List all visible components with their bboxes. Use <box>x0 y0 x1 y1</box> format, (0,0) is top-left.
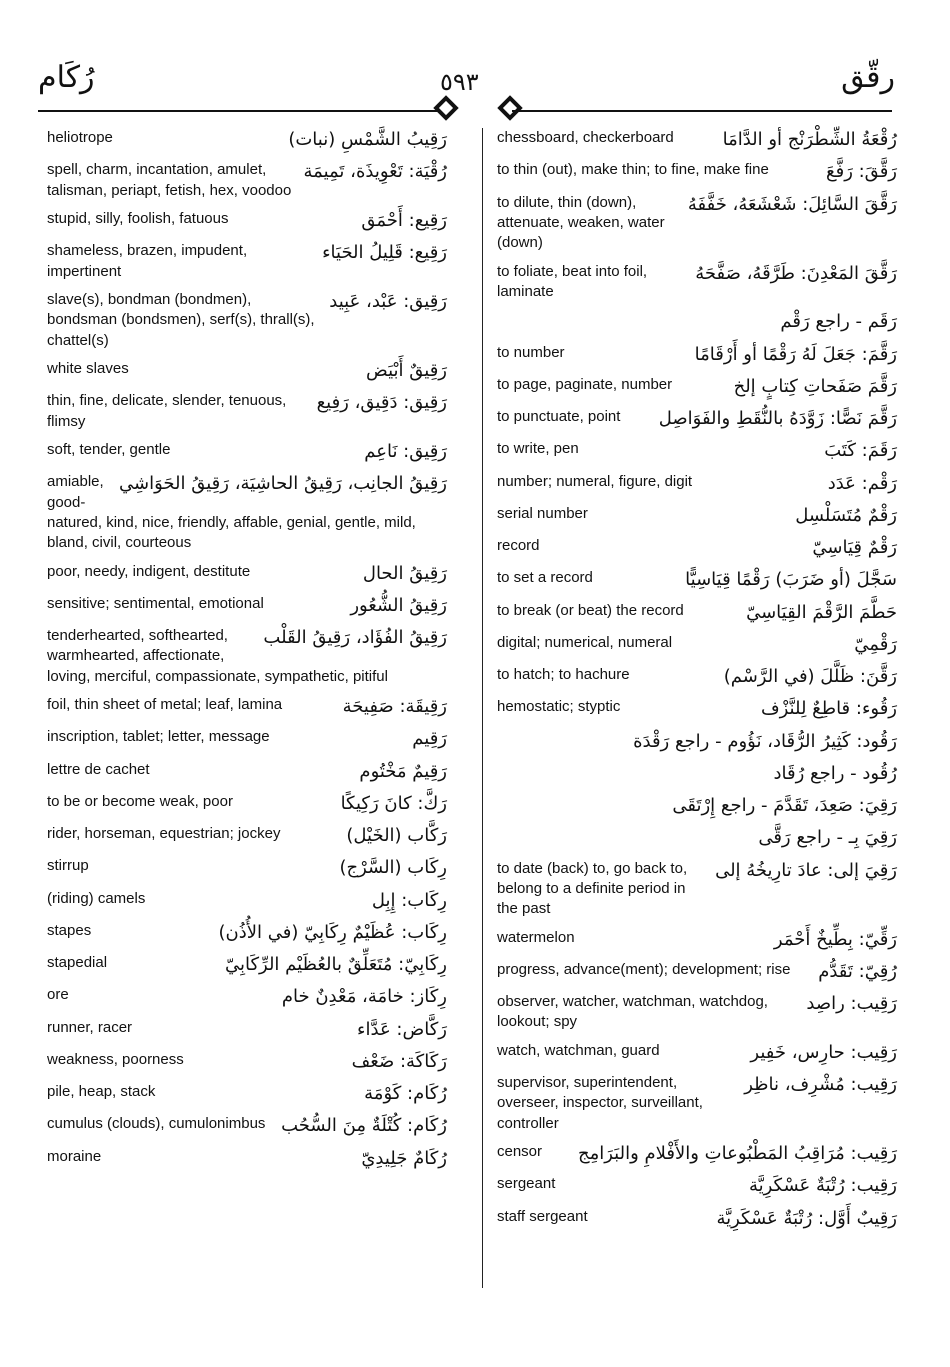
dictionary-entry <box>497 1073 897 1134</box>
arabic-term: رَقِيبٌ أَوَّل: رُتْبَةٌ عَسْكَرِيَّة <box>716 1207 897 1229</box>
dictionary-entry <box>47 209 447 233</box>
arabic-term: حَطَّمَ الرَّقْمَ القِيَاسِيّ <box>746 601 897 623</box>
english-definition: chessboard, checkerboard <box>497 129 674 146</box>
english-definition: to be or become weak, poor <box>47 792 233 810</box>
guide-word-last: رُكَام <box>38 60 95 95</box>
dictionary-entry <box>47 1114 447 1138</box>
dictionary-entry <box>497 992 897 1033</box>
arabic-term: رُقِيّ: تَقَدُّم <box>818 960 897 982</box>
arabic-term: رَقْم: عَدَد <box>827 472 897 494</box>
arabic-term: رَقِيب: مُشْرِف، ناظِر <box>744 1074 897 1095</box>
english-definition: record <box>497 537 540 554</box>
arabic-term: رَقِيع: قَلِيلُ الحَيَاء <box>322 242 447 264</box>
arabic-term: رَقِيع: أَحْمَق <box>361 210 447 231</box>
arabic-term: رِكَاب: إِبِل <box>371 889 447 911</box>
english-definition: white slaves <box>47 360 129 377</box>
dictionary-entry <box>497 343 897 367</box>
english-definition: observer, watcher, watchman, watchdog, lookout; spy <box>497 993 768 1031</box>
dictionary-entry <box>497 697 897 721</box>
dictionary-entry <box>497 794 897 818</box>
arabic-term: رَقِيب: راصِد <box>806 993 897 1014</box>
dictionary-entry <box>497 665 897 689</box>
dictionary-entry <box>497 160 897 184</box>
arabic-term: رَقْمٌ مُتَسَلْسِل <box>795 504 897 526</box>
page-number: ٥٩٣ <box>440 68 479 96</box>
arabic-term: رُقْيَة: تَعْوِيذَة، تَمِيمَة <box>303 161 447 183</box>
dictionary-entry <box>47 359 447 383</box>
arabic-term: رِكَاز: خامَة، مَعْدِنٌ خام <box>281 986 447 1008</box>
english-definition: runner, racer <box>47 1018 133 1036</box>
english-definition: stirrup <box>47 857 89 875</box>
arabic-term: رَقِيب: مُرَاقِبُ المَطْبُوعاتِ والأَفْلامِ والبَرَامِج <box>577 1143 897 1164</box>
dictionary-entry <box>47 128 447 152</box>
english-definition: foil, thin sheet of metal; leaf, lamina <box>47 696 283 713</box>
dictionary-entry <box>497 633 897 657</box>
arabic-term: رَقِّيّ: بِطِّيخٌ أَحْمَر <box>773 928 897 950</box>
english-definition: stupid, silly, foolish, fatuous <box>47 210 229 227</box>
dictionary-entry <box>497 472 897 496</box>
dictionary-entry <box>497 375 897 399</box>
arabic-term: رَقَّمَ صَفَحاتِ كِتابٍ إلخ <box>733 375 897 397</box>
english-definition: censor <box>497 1143 543 1160</box>
dictionary-entry <box>47 824 447 848</box>
dictionary-entry <box>497 568 897 592</box>
dictionary-entry <box>497 859 897 920</box>
dictionary-entry <box>497 960 897 984</box>
dictionary-entry <box>47 953 447 977</box>
arabic-term: رِكَاب (السَّرْج) <box>339 857 447 879</box>
arabic-term: رَقِيقُ الجانِب، رَقِيقُ الحاشِيَة، رَقِيقُ الحَوَاشِي <box>119 473 447 495</box>
english-definition: weakness, poorness <box>47 1050 184 1068</box>
header-rule-right <box>512 110 892 112</box>
arabic-term: رِكَاب: عُظَيْمٌ رِكَابِيّ (في الأُذُن) <box>218 921 447 943</box>
english-definition: to write, pen <box>497 440 579 458</box>
arabic-term: رَقِيم <box>412 728 447 750</box>
dictionary-entry <box>47 695 447 719</box>
english-definition: heliotrope <box>47 129 113 146</box>
arabic-term: رَقَمَ: كَتَبَ <box>824 440 897 462</box>
english-definition: moraine <box>47 1147 102 1165</box>
english-definition: to set a record <box>497 569 593 587</box>
arabic-term: رُقْعَةُ الشِّطْرَنْج أو الدَّامَا <box>722 129 897 150</box>
arabic-term: رَقِيقَة: صَفِيحَة <box>342 696 447 717</box>
header-rule-left <box>38 110 443 112</box>
english-definition: (riding) camels <box>47 889 146 907</box>
english-definition: pile, heap, stack <box>47 1083 156 1100</box>
dictionary-entry <box>47 1147 447 1171</box>
dictionary-entry <box>497 826 897 850</box>
arabic-term: رَقِيق: دَقِيق، رَفِيع <box>316 392 447 414</box>
english-definition: progress, advance(ment); development; rise <box>497 960 791 978</box>
arabic-term: رَقِيقُ الفُؤَاد، رَقِيقُ القَلْب <box>263 627 447 648</box>
arabic-term: رَقِيب: حارِس، خَفِير <box>750 1041 897 1063</box>
arabic-term: رَقِيقُ الشُّعُور <box>350 594 447 616</box>
arabic-term: رَقِيَ: صَعِدَ، تَقَدَّمَ - راجع إِرْتَقَى <box>672 795 897 816</box>
arabic-term: رَقَّمَ: جَعَلَ لَهُ رَقْمًا أو أَرْقَامًا <box>694 343 897 365</box>
english-definition: poor, needy, indigent, destitute <box>47 562 251 580</box>
dictionary-entry <box>497 310 897 334</box>
english-definition: spell, charm, incantation, amulet, talisman, periapt, fetish, hex, voodoo <box>47 161 292 199</box>
arabic-term: رَكَّاب (الخَيْل) <box>346 825 447 846</box>
english-definition: amiable, good-natured, kind, nice, friendly, affable, genial, gentle, mild, bland, civil, courteous <box>47 473 416 551</box>
guide-word-first: رقّق <box>841 60 895 95</box>
english-definition: slave(s), bondman (bondmen), bondsman (bondsmen), serf(s), thrall(s), chattel(s) <box>47 291 315 349</box>
arabic-term: رَقَّقَ المَعْدِنَ: طَرَّقَهُ، صَفَّحَهُ <box>695 262 897 284</box>
dictionary-entry <box>47 594 447 618</box>
dictionary-entry <box>47 290 447 351</box>
arabic-term: رَقِيبُ الشَّمْسِ (نبات) <box>288 129 447 150</box>
english-definition: number; numeral, figure, digit <box>497 472 693 490</box>
dictionary-entry <box>47 626 447 687</box>
dictionary-entry <box>47 562 447 586</box>
dictionary-entry <box>497 536 897 560</box>
dictionary-entry <box>47 1018 447 1042</box>
english-definition: soft, tender, gentle <box>47 441 171 458</box>
right-column <box>497 128 897 1239</box>
english-definition: to hatch; to hachure <box>497 666 630 683</box>
arabic-term: رَقِيق: نَاعِم <box>364 441 447 462</box>
dictionary-entry <box>47 856 447 880</box>
english-definition: to page, paginate, number <box>497 375 673 393</box>
arabic-term: رُكَامٌ جَلِيدِيّ <box>361 1147 447 1169</box>
dictionary-entry <box>47 1050 447 1074</box>
page-header <box>0 0 950 125</box>
arabic-term: رَقَّقَ: رَفَّعَ <box>826 161 897 183</box>
arabic-term: رُكَام: كَوْمَة <box>364 1083 447 1104</box>
arabic-term: رَقِيَ إلى: عادَ تارِيخُهُ إلى <box>715 859 897 881</box>
dictionary-entry <box>497 762 897 786</box>
dictionary-entry <box>497 1142 897 1166</box>
arabic-term: رَقِيقُ الحال <box>362 562 447 584</box>
dictionary-entry <box>47 1082 447 1106</box>
dictionary-entry <box>47 160 447 201</box>
dictionary-entry <box>47 472 447 553</box>
arabic-term: رَقِيق: عَبْد، عَبِيد <box>329 291 447 312</box>
english-definition: inscription, tablet; letter, message <box>47 728 270 746</box>
dictionary-entry <box>497 1041 897 1065</box>
arabic-term: رَقَم - راجع رَقْم <box>780 311 897 333</box>
dictionary-entry <box>497 928 897 952</box>
arabic-term: رَقِيقٌ أَبْيَض <box>366 360 447 381</box>
dictionary-entry <box>497 1207 897 1231</box>
dictionary-entry <box>497 128 897 152</box>
english-definition: to punctuate, point <box>497 408 621 425</box>
english-definition: to number <box>497 343 565 361</box>
english-definition: to foliate, beat into foil, laminate <box>497 262 648 300</box>
arabic-term: رَقِيَ بِـ - راجع رَقَّى <box>758 827 897 849</box>
english-definition: sensitive; sentimental, emotional <box>47 594 264 612</box>
english-definition: thin, fine, delicate, slender, tenuous, flimsy <box>47 392 287 430</box>
dictionary-entry <box>497 730 897 754</box>
english-definition: staff sergeant <box>497 1207 588 1225</box>
arabic-term: رَقَّمَ نَصًّا: زَوَّدَهُ بالنُّقَطِ والفَوَاصِل <box>658 408 897 429</box>
arabic-term: رَقْمِيّ <box>854 633 897 655</box>
english-definition: tenderhearted, softhearted, warmhearted, affectionate, loving, merciful, compassionate, sympathetic, pitiful <box>47 627 388 685</box>
arabic-term: رَكَاكَة: ضَعْف <box>351 1050 447 1072</box>
dictionary-entry <box>47 921 447 945</box>
dictionary-entry <box>47 985 447 1009</box>
english-definition: to dilute, thin (down), attenuate, weaken, water (down) <box>497 193 665 251</box>
dictionary-entry <box>497 439 897 463</box>
dictionary-entry <box>47 889 447 913</box>
english-definition: watch, watchman, guard <box>497 1041 660 1059</box>
dictionary-entry <box>497 504 897 528</box>
dictionary-entry <box>47 241 447 282</box>
english-definition: cumulus (clouds), cumulonimbus <box>47 1115 266 1133</box>
diamond-ornament-right <box>497 95 522 120</box>
english-definition: lettre de cachet <box>47 760 150 778</box>
arabic-term: رَقْمٌ قِيَاسِيّ <box>812 537 897 558</box>
english-definition: serial number <box>497 504 588 522</box>
english-definition: to thin (out), make thin; to fine, make fine <box>497 161 769 179</box>
arabic-term: رُكَام: كُتْلَةٌ مِنَ السُّحُب <box>281 1115 447 1137</box>
dictionary-entry <box>497 193 897 254</box>
arabic-term: سَجَّلَ (أو ضَرَبَ) رَقْمًا قِيَاسِيًّا <box>685 569 897 591</box>
english-definition: watermelon <box>497 928 575 946</box>
arabic-term: رَكَّ: كانَ رَكِيكًا <box>340 792 447 814</box>
arabic-term: رَقَّقَ السَّائِلَ: شَعْشَعَهُ، خَفَّفَهُ <box>687 193 897 215</box>
dictionary-entry <box>497 407 897 431</box>
dictionary-entry <box>47 391 447 432</box>
diamond-ornament-left <box>433 95 458 120</box>
arabic-term: رَقِيمٌ مَخْتُوم <box>359 760 447 782</box>
dictionary-entry <box>47 440 447 464</box>
arabic-term: رَقِيب: رُتْبَةٌ عَسْكَرِيَّة <box>748 1175 897 1197</box>
arabic-term: رَكَّاض: عَدَّاء <box>357 1018 447 1040</box>
english-definition: ore <box>47 986 69 1004</box>
english-definition: rider, horseman, equestrian; jockey <box>47 825 281 842</box>
arabic-term: رِكَابِيّ: مُتَعَلِّقٌ بالعُظَيْم الرِّكَابِيّ <box>224 954 447 975</box>
dictionary-entry <box>47 727 447 751</box>
english-definition: stapes <box>47 921 92 939</box>
english-definition: hemostatic; styptic <box>497 698 621 716</box>
english-definition: sergeant <box>497 1175 556 1193</box>
dictionary-entry <box>497 262 897 303</box>
english-definition: stapedial <box>47 954 108 971</box>
left-column <box>47 128 447 1179</box>
english-definition: supervisor, superintendent, overseer, inspector, surveillant, controller <box>497 1074 703 1132</box>
arabic-term: رَقَّنَ: ظَلَّلَ (في الرَّسْم) <box>723 666 897 687</box>
column-divider <box>482 128 483 1288</box>
dictionary-entry <box>47 792 447 816</box>
english-definition: to date (back) to, go back to, belong to a definite period in the past <box>497 859 688 917</box>
dictionary-entry <box>497 601 897 625</box>
dictionary-entry <box>497 1174 897 1198</box>
english-definition: digital; numerical, numeral <box>497 633 673 651</box>
arabic-term: رَقُوء: قاطِعٌ لِلنَّزْف <box>760 698 897 720</box>
arabic-term: رُقُود - راجع رُقَاد <box>773 762 897 784</box>
arabic-term: رَقُود: كَثِيرُ الرُّقَاد، نَؤُوم - راجع رَقْدَة <box>633 730 897 752</box>
english-definition: shameless, brazen, impudent, impertinent <box>47 242 248 280</box>
english-definition: to break (or beat) the record <box>497 601 684 619</box>
dictionary-entry <box>47 760 447 784</box>
